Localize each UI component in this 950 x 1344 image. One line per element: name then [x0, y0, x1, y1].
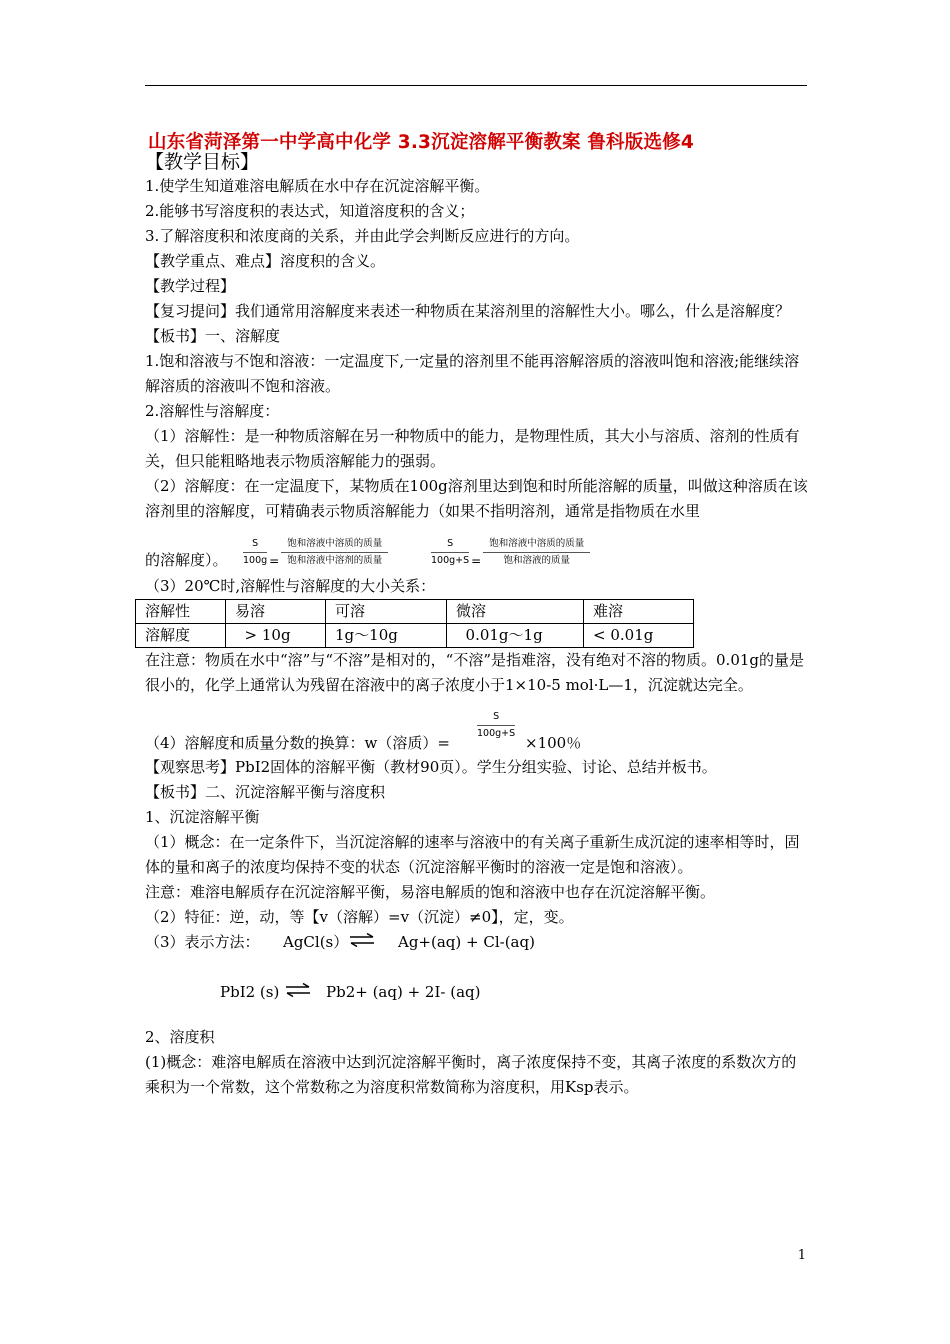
table-cell: 微溶	[447, 600, 584, 624]
formula-ratio-solution: $\frac{S}{100g+S}$ $_=$ $\frac{\text{饱和溶液中溶质的质量}}{\text{饱和溶液的质量}}$	[431, 538, 590, 574]
goal-2: 2.能够书写溶度积的表达式，知道溶度积的含义；	[145, 202, 475, 220]
paragraph-relation: （3）20℃时,溶解性与溶解度的大小关系：	[145, 577, 436, 595]
heading-goals: 【教学目标】	[145, 151, 260, 173]
board-heading-1: 【板书】一、溶解度	[145, 327, 281, 345]
conversion-line: （4）溶解度和质量分数的换算：w（溶质）= $\frac{S}{100g+S}$ ×100％	[145, 711, 582, 752]
document-title: 山东省菏泽第一中学高中化学 3.3沉淀溶解平衡教案 鲁科版选修4	[148, 132, 694, 153]
observe-think: 【观察思考】PbI2固体的溶解平衡（教材90页）。学生分组实验、讨论、总结并板书。	[145, 758, 717, 776]
paragraph-saturated: 1.饱和溶液与不饱和溶液：一定温度下,一定量的溶剂里不能再溶解溶质的溶液叫饱和溶液;能继续溶解溶质的溶液叫不饱和溶液。	[145, 352, 800, 395]
fraction-solute-solution: $\frac{\text{饱和溶液中溶质的质量}}{\text{饱和溶液的质量}}$	[483, 538, 590, 567]
fraction-s-100g-s-conversion: $\frac{S}{100g+S}$	[477, 711, 516, 739]
equation-agcl: （3）表示方法： AgCl(s） Ag+(aq) + Cl-(aq)	[145, 933, 535, 951]
table-cell: 易溶	[226, 600, 326, 624]
paragraph-concept: （1）概念：在一定条件下，当沉淀溶解的速率与溶液中的有关离子重新生成沉淀的速率相等时，固体的量和离子的浓度均保持不变的状态（沉淀溶解平衡时的溶液一定是饱和溶液）。	[145, 833, 800, 876]
document-body	[145, 150, 809, 1100]
goal-3: 3.了解溶度积和浓度商的关系，并由此学会判断反应进行的方向。	[145, 227, 580, 245]
page-number: 1	[797, 1248, 806, 1263]
section-ksp: 2、溶度积	[145, 1028, 215, 1046]
table-row	[136, 600, 694, 624]
table-cell: 0.01g～1g	[447, 624, 584, 648]
fraction-s-100g: $\frac{S}{100g}$	[243, 538, 268, 566]
equation-pbi2: PbI2 (s) Pb2+ (aq) + 2I- (aq)	[220, 983, 481, 1001]
equilibrium-arrow-icon	[349, 933, 375, 947]
formula-line	[145, 524, 809, 574]
table-cell: 溶解性	[136, 600, 226, 624]
equilibrium-arrow-icon	[285, 983, 311, 997]
paragraph-note: 在注意：物质在水中“溶”与“不溶”是相对的，“不溶”是指难溶，没有绝对不溶的物质。0.01g的量是很小的，化学上通常认为残留在溶液中的离子浓度小于1×10-5 mol·L—1，沉淀就达完全。	[145, 651, 805, 694]
table-row	[136, 624, 694, 648]
header-rule	[145, 85, 807, 86]
paragraph-solubility-def: （2）溶解度：在一定温度下，某物质在100g溶剂里达到饱和时所能溶解的质量，叫做这种溶质在该溶剂里的溶解度，可精确表示物质溶解能力（如果不指明溶剂，通常是指物质在水里	[145, 477, 808, 520]
process-heading: 【教学过程】	[145, 277, 236, 295]
table-cell: 溶解度	[136, 624, 226, 648]
goal-1: 1.使学生知道难溶电解质在水中存在沉淀溶解平衡。	[145, 177, 490, 195]
solubility-table	[135, 599, 694, 648]
board-heading-2: 【板书】二、沉淀溶解平衡与溶度积	[145, 783, 386, 801]
paragraph-feature: （2）特征：逆，动，等【v（溶解）=v（沉淀）≠0】，定，变。	[145, 908, 574, 926]
paragraph-solubility-nature: （1）溶解性：是一种物质溶解在另一种物质中的能力，是物理性质，其大小与溶质、溶剂的性质有关，但只能粗略地表示物质溶解能力的强弱。	[145, 427, 800, 470]
paragraph-solubility-heading: 2.溶解性与溶解度：	[145, 402, 280, 420]
fraction-solute-solvent: $\frac{\text{饱和溶液中溶质的质量}}{\text{饱和溶液中溶剂的质量}}$	[281, 538, 388, 567]
section-equilibrium: 1、沉淀溶解平衡	[145, 808, 260, 826]
table-cell: > 10g	[226, 624, 326, 648]
formula-ratio-solvent: $\frac{S}{100g}$ $_=$ $\frac{\text{饱和溶液中溶质的质量}}{\text{饱和溶液中溶剂的质量}}$	[243, 538, 388, 574]
paragraph-note-2: 注意：难溶电解质存在沉淀溶解平衡，易溶电解质的饱和溶液中也存在沉淀溶解平衡。	[145, 883, 716, 901]
table-cell: 难溶	[584, 600, 694, 624]
table-cell: < 0.01g	[584, 624, 694, 648]
table-cell: 1g～10g	[326, 624, 447, 648]
fraction-s-100g-s: $\frac{S}{100g+S}$	[431, 538, 470, 566]
review-question: 【复习提问】我们通常用溶解度来表述一种物质在某溶剂里的溶解性大小。哪么，什么是溶解度？	[145, 302, 791, 320]
paragraph-ksp: (1)概念：难溶电解质在溶液中达到沉淀溶解平衡时，离子浓度保持不变，其离子浓度的系数次方的乘积为一个常数，这个常数称之为溶度积常数简称为溶度积，用Ksp表示。	[145, 1053, 797, 1096]
paragraph-solubility-def-end: 的溶解度）。	[145, 551, 228, 569]
key-point: 【教学重点、难点】溶度积的含义。	[145, 252, 386, 270]
table-cell: 可溶	[326, 600, 447, 624]
